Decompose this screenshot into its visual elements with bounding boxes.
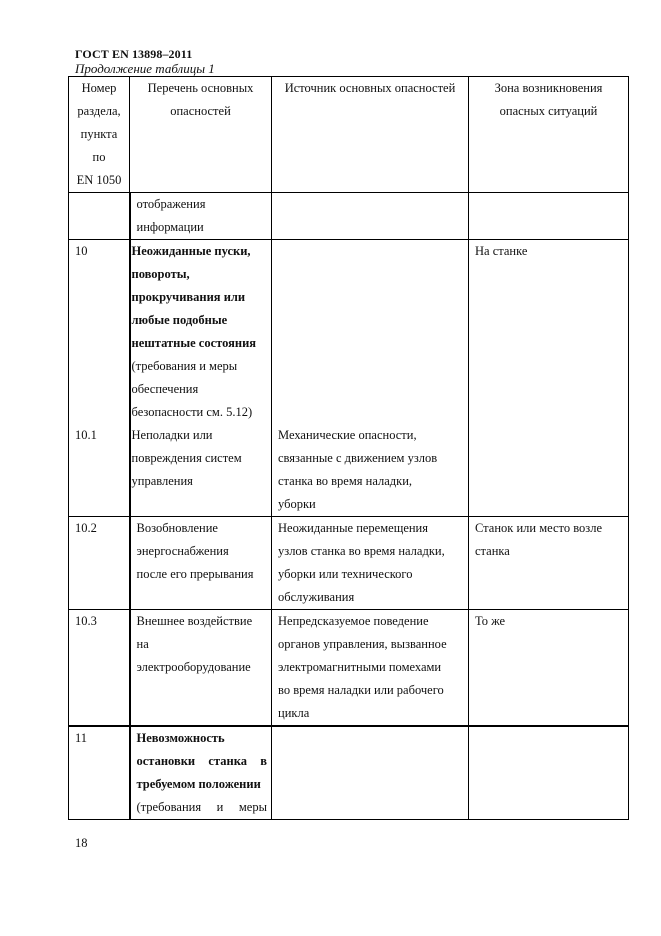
table-row <box>69 726 629 820</box>
hazards-table <box>68 76 629 820</box>
cell-source <box>272 726 469 820</box>
cell-number <box>69 193 130 240</box>
cell-hazard: Возобновление энергоснабжения после его прерывания <box>130 517 272 610</box>
cell-zone <box>469 193 629 240</box>
cell-hazard: Невозможность остановки станка в требуемом положении (требования и меры <box>130 726 272 820</box>
cell-source <box>272 193 469 240</box>
cell-number: 10.2 <box>69 517 130 610</box>
cell-source: Неожиданные перемещения узлов станка во время наладки, уборки или технического обслуживания <box>272 517 469 610</box>
table-row <box>69 193 629 240</box>
cell-hazard: Неожиданные пуски, повороты, прокручивания или любые подобные нештатные состояния (требования и меры обеспечения безопасности см. 5.12) Неполадки или повреждения систем управления <box>130 240 272 517</box>
cell-zone: На станке <box>469 240 629 517</box>
table-continuation-caption: Продолжение таблицы 1 <box>75 61 215 76</box>
table-row <box>69 610 629 727</box>
cell-zone <box>469 726 629 820</box>
cell-number: 10.3 <box>69 610 130 727</box>
cell-number: 11 <box>69 726 130 820</box>
header-hazard-source: Источник основных опасностей <box>272 77 469 193</box>
header-hazard-list: Перечень основных опасностей <box>130 77 272 193</box>
cell-hazard: Внешнее воздействие на электрооборудование <box>130 610 272 727</box>
table-row <box>69 517 629 610</box>
header-hazard-zone: Зона возникновения опасных ситуаций <box>469 77 629 193</box>
standard-designation: ГОСТ EN 13898–2011 <box>75 47 193 61</box>
table-header-row <box>69 77 629 193</box>
cell-source: Непредсказуемое поведение органов управления, вызванное электромагнитными помехами во время наладки или рабочего цикла <box>272 610 469 727</box>
page-number: 18 <box>75 836 88 850</box>
cell-zone: Станок или место возле станка <box>469 517 629 610</box>
cell-number: 10 10.1 <box>69 240 130 517</box>
cell-zone: То же <box>469 610 629 727</box>
table-row <box>69 240 629 517</box>
header-section-number: Номер раздела, пункта по EN 1050 <box>69 77 130 193</box>
cell-hazard: отображения информации <box>130 193 272 240</box>
cell-source: Механические опасности, связанные с движением узлов станка во время наладки, уборки <box>272 240 469 517</box>
